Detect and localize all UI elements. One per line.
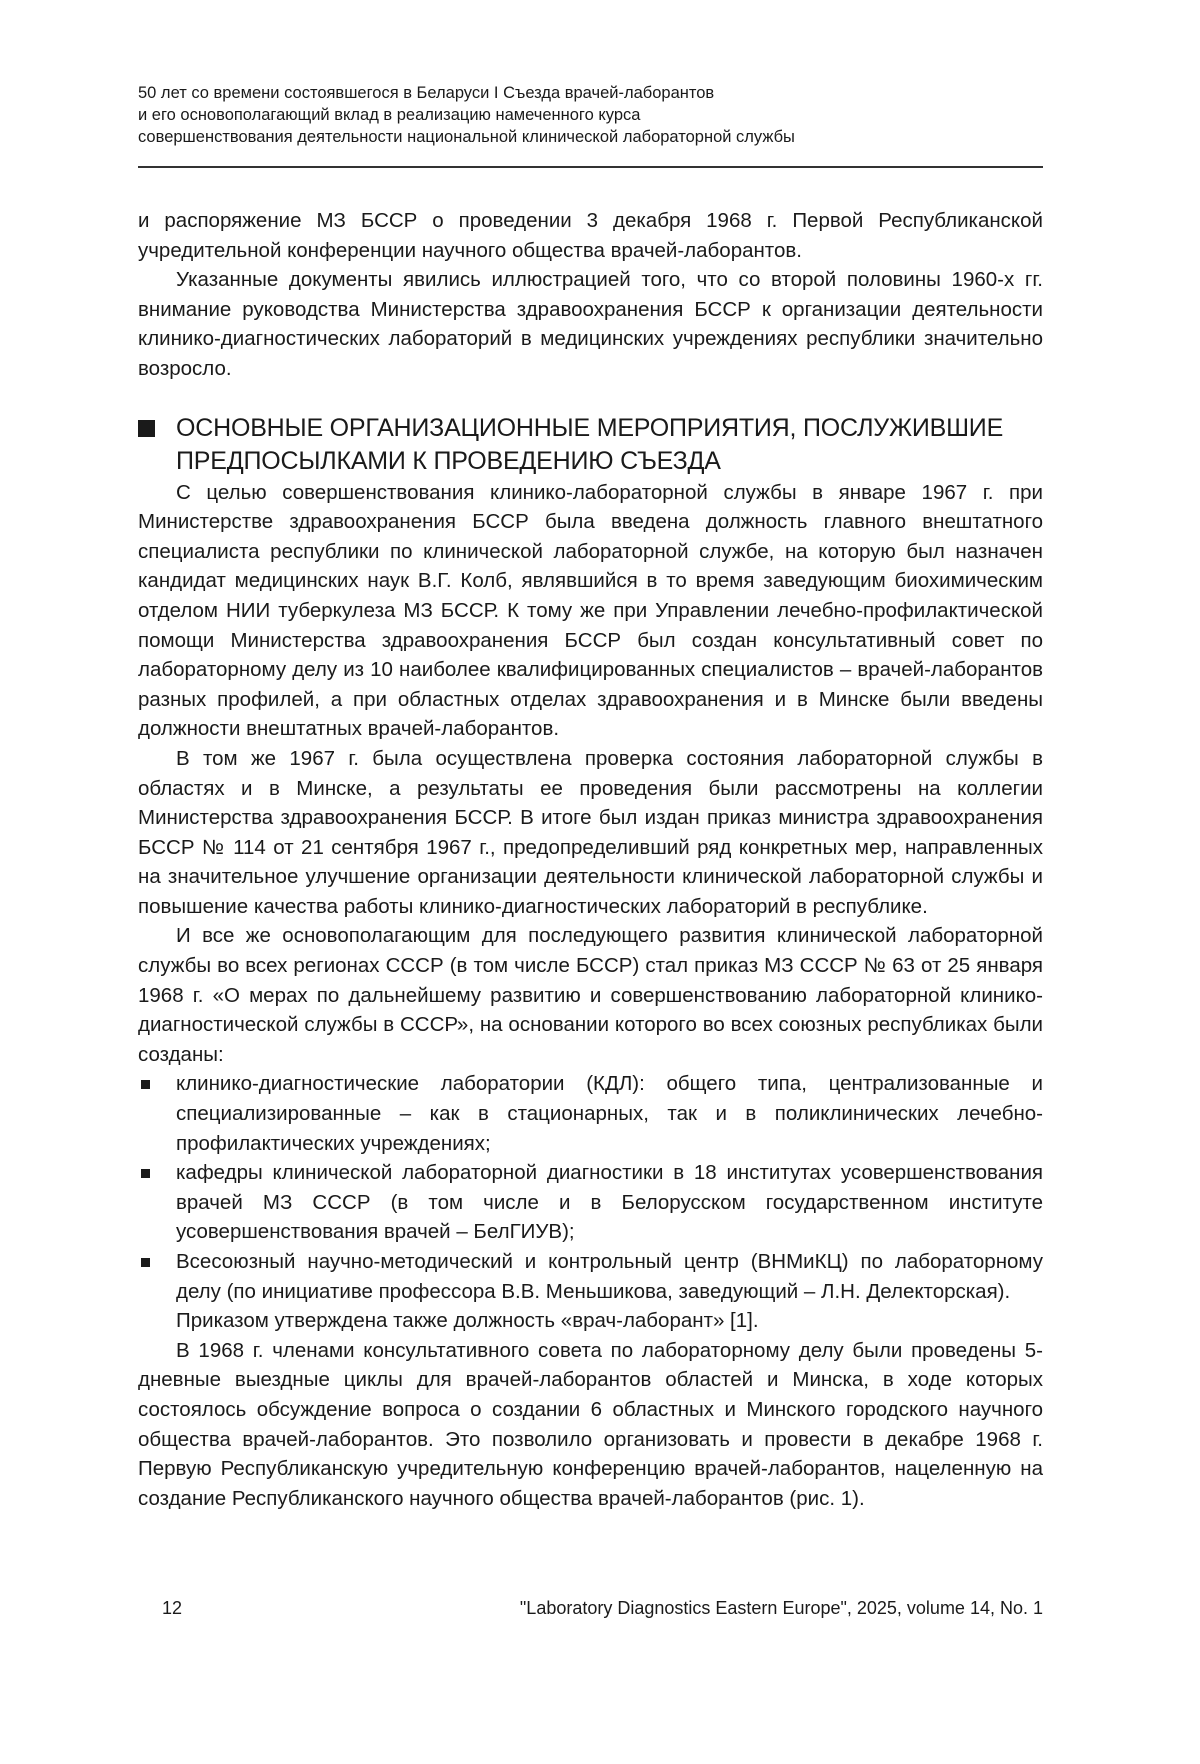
- journal-citation: "Laboratory Diagnostics Eastern Europe", 2025, volume 14, No. 1: [519, 1598, 1043, 1618]
- page-number: 12: [162, 1598, 183, 1618]
- list-item: [138, 1069, 1043, 1158]
- paragraph-2: Указанные документы явились иллюстрацией того, что со второй половины 1960-х гг. внимание руководства Министерства здравоохранения БССР к организации деятельности клинико-диагностических лабораторий в медицинских учреждениях республики значительно возросло.: [138, 268, 1043, 380]
- paragraph-3: С целью совершенствования клинико-лабораторной службы в январе 1967 г. при Министерстве здравоохранения БССР была введена должность главного внештатного специалиста республики по клинической лабораторной службе, на которую был назначен кандидат медицинских наук В.Г. Колб, являвшийся в то время заведующим биохимическим отделом НИИ туберкулеза МЗ БССР. К тому же при Управлении лечебно-профилактической помощи Министерства здравоохранения БССР был создан консультативный совет по лабораторному делу из 10 наиболее квалифицированных специалистов – врачей-лаборантов разных профилей, а при областных отделах здравоохранения и в Минске были введены должности внештатных врачей-лаборантов.: [138, 480, 1043, 741]
- bullet-square-icon: [141, 1169, 150, 1178]
- paragraph-6: Приказом утверждена также должность «врач-лаборант» [1].: [176, 1309, 759, 1333]
- header-line-2: и его основополагающий вклад в реализацию намеченного курса: [138, 106, 641, 124]
- paragraph-4: В том же 1967 г. была осуществлена проверка состояния лабораторной службы в областях и в Минске, а результаты ее проведения были рассмотрены на коллегии Министерства здравоохранения БССР. В итоге был издан приказ министра здравоохранения БССР № 114 от 21 сентября 1967 г., предопределивший ряд конкретных мер, направленных на значительное улучшение организации деятельности клинической лабораторной службы и повышение качества работы клинико-диагностических лабораторий в республике.: [138, 746, 1043, 918]
- paragraph-5: И все же основополагающим для последующего развития клинической лабораторной службы во всех регионах СССР (в том числе БССР) стал приказ МЗ СССР № 63 от 25 января 1968 г. «О мерах по дальнейшему развитию и совершенствованию лабораторной клинико-диагностической службы в СССР», на основании которого во всех союзных республиках были созданы:: [138, 924, 1043, 1066]
- bullet-list: [138, 1069, 1043, 1306]
- header-divider: [138, 166, 1043, 168]
- list-item: [138, 1247, 1043, 1306]
- list-item: [138, 1158, 1043, 1247]
- header-line-3: совершенствования деятельности национальной клинической лабораторной службы: [138, 128, 795, 146]
- section-heading-text: ОСНОВНЫЕ ОРГАНИЗАЦИОННЫЕ МЕРОПРИЯТИЯ, ПОСЛУЖИВШИЕ ПРЕДПОСЫЛКАМИ К ПРОВЕДЕНИЮ СЪЕЗДА: [176, 413, 1004, 475]
- heading-square-icon: [138, 420, 155, 437]
- bullet-square-icon: [141, 1080, 150, 1089]
- article-body: [138, 206, 1043, 1513]
- section-heading: [138, 412, 1043, 478]
- list-item-text: Всесоюзный научно-методический и контрольный центр (ВНМиКЦ) по лабораторному делу (по инициативе профессора В.В. Меньшикова, заведующий – Л.Н. Делекторская).: [176, 1250, 1043, 1303]
- list-item-text: кафедры клинической лабораторной диагностики в 18 институтах усовершенствования врачей МЗ СССР (в том числе и в Белорусском государственном институте усовершенствования врачей – БелГИУВ);: [176, 1161, 1043, 1244]
- paragraph-1: и распоряжение МЗ БССР о проведении 3 декабря 1968 г. Первой Республиканской учредительной конференции научного общества врачей-лаборантов.: [138, 209, 1043, 262]
- list-item-text: клинико-диагностические лаборатории (КДЛ): общего типа, централизованные и специализированные – как в стационарных, так и в поликлинических лечебно-профилактических учреждениях;: [176, 1072, 1043, 1155]
- header-line-1: 50 лет со времени состоявшегося в Беларуси I Съезда врачей-лаборантов: [138, 84, 715, 102]
- paragraph-7: В 1968 г. членами консультативного совета по лабораторному делу были проведены 5-дневные выездные циклы для врачей-лаборантов областей и Минска, в ходе которых состоялось обсуждение вопроса о создании 6 областных и Минского городского научного общества врачей-лаборантов. Это позволило организовать и провести в декабре 1968 г. Первую Республиканскую учредительную конференцию врачей-лаборантов, нацеленную на создание Республиканского научного общества врачей-лаборантов (рис. 1).: [138, 1338, 1043, 1510]
- bullet-square-icon: [141, 1258, 150, 1267]
- running-header: [138, 82, 1043, 148]
